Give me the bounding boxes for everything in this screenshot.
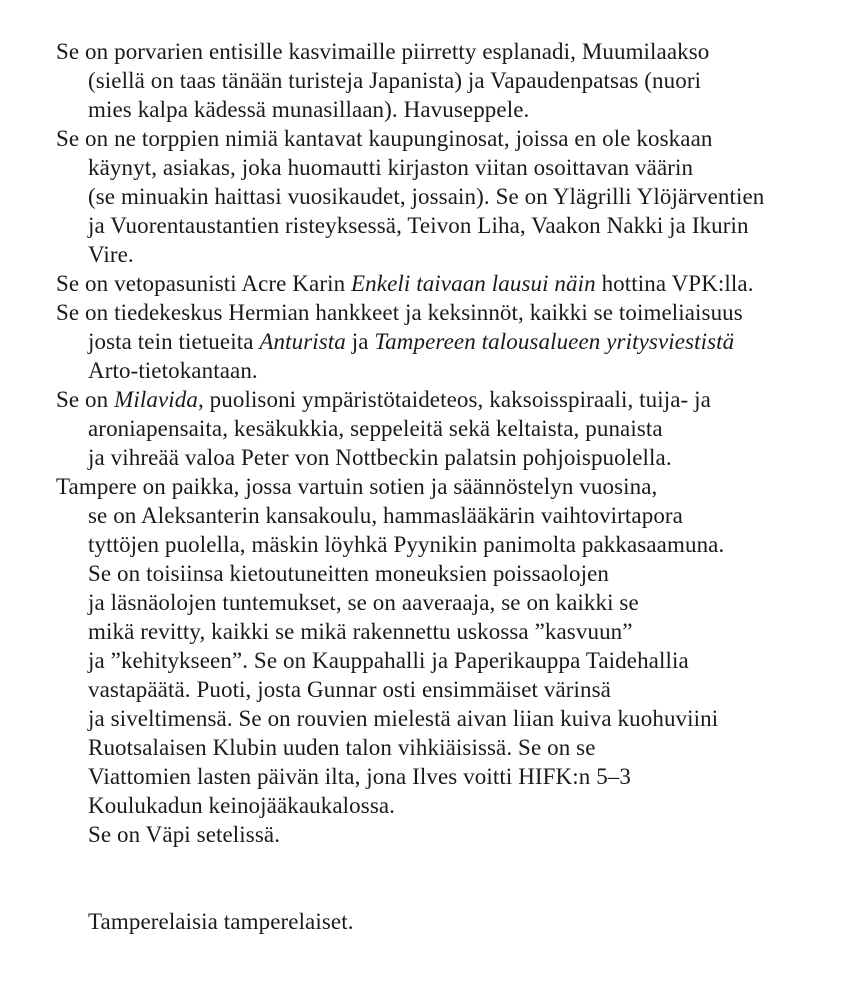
poem-segment-italic: Enkeli taivaan lausui näin [351, 271, 596, 296]
poem-line [0, 472, 862, 501]
poem-segment: Arto-tietokantaan. [88, 358, 258, 383]
poem-line [0, 37, 862, 66]
poem-segment: Se on vetopasunisti Acre Karin [56, 271, 352, 296]
poem-segment: käynyt, asiakas, joka huomautti kirjaston viitan osoittavan väärin [88, 155, 694, 180]
poem-segment: tyttöjen puolella, mäskin löyhkä Pyynikin panimolta pakkasaamuna. [88, 532, 725, 557]
poem-line [0, 762, 862, 791]
poem-segment: se on Aleksanterin kansakoulu, hammaslääkärin vaihtovirtapora [88, 503, 683, 528]
poem-line [0, 704, 862, 733]
poem-segment: Se on ne torppien nimiä kantavat kaupunginosat, joissa en ole koskaan [56, 126, 713, 151]
poem-segment: ja [345, 329, 375, 354]
poem-line [0, 588, 862, 617]
poem-line [0, 124, 862, 153]
poem-segment: Vire. [88, 242, 134, 267]
poem-segment: Se on tiedekeskus Hermian hankkeet ja keksinnöt, kaikki se toimeliaisuus [56, 300, 743, 325]
poem-segment: ja Vuorentaustantien risteyksessä, Teivon Liha, Vaakon Nakki ja Ikurin [88, 213, 749, 238]
poem-line [0, 95, 862, 124]
poem-segment: Se on Väpi setelissä. [88, 822, 281, 847]
poem-line [0, 327, 862, 356]
poem-line [0, 559, 862, 588]
poem-line [0, 385, 862, 414]
poem-line [0, 820, 862, 849]
poem-segment: Koulukadun keinojääkaukalossa. [88, 793, 396, 818]
poem-line [0, 414, 862, 443]
poem-segment: josta tein tietueita [88, 329, 260, 354]
poem-segment: ja vihreää valoa Peter von Nottbeckin palatsin pohjoispuolella. [88, 445, 672, 470]
poem-line [0, 211, 862, 240]
poem-line [0, 675, 862, 704]
poem-segment: Tamperelaisia tamperelaiset. [88, 909, 354, 934]
poem-segment: vastapäätä. Puoti, josta Gunnar osti ensimmäiset värinsä [88, 677, 611, 702]
poem-text [0, 37, 862, 936]
poem-segment: aroniapensaita, kesäkukkia, seppeleitä sekä keltaista, punaista [88, 416, 663, 441]
poem-segment: mikä revitty, kaikki se mikä rakennettu uskossa ”kasvuun” [88, 619, 633, 644]
poem-segment: hottina VPK:lla. [595, 271, 754, 296]
poem-line [0, 356, 862, 385]
poem-line [0, 646, 862, 675]
poem-line [0, 443, 862, 472]
poem-line [0, 733, 862, 762]
poem-segment: ja ”kehitykseen”. Se on Kauppahalli ja Paperikauppa Taidehallia [88, 648, 689, 673]
poem-line [0, 66, 862, 95]
poem-segment: ja siveltimensä. Se on rouvien mielestä aivan liian kuiva kuohuviini [88, 706, 719, 731]
poem-blank-line [0, 849, 862, 878]
poem-segment-italic: Milavida [114, 387, 198, 412]
poem-line [0, 182, 862, 211]
poem-line [0, 153, 862, 182]
poem-line [0, 501, 862, 530]
poem-segment: Tampere on paikka, jossa vartuin sotien ja säännöstelyn vuosina, [56, 474, 658, 499]
poem-segment-italic: Tampereen talousalueen yritysviestistä [374, 329, 735, 354]
poem-segment: Ruotsalaisen Klubin uuden talon vihkiäisissä. Se on se [88, 735, 596, 760]
poem-segment: Se on porvarien entisille kasvimaille piirretty esplanadi, Muumilaakso [56, 39, 710, 64]
poem-segment: Viattomien lasten päivän ilta, jona Ilves voitti HIFK:n 5–3 [88, 764, 632, 789]
poem-segment: (se minuakin haittasi vuosikaudet, jossain). Se on Ylägrilli Ylöjärventien [88, 184, 765, 209]
poem-blank-line [0, 878, 862, 907]
poem-line [0, 530, 862, 559]
poem-line [0, 907, 862, 936]
poem-segment: Se on [56, 387, 115, 412]
poem-line [0, 240, 862, 269]
poem-segment: mies kalpa kädessä munasillaan). Havuseppele. [88, 97, 530, 122]
poem-line [0, 617, 862, 646]
poem-line [0, 298, 862, 327]
poem-line [0, 791, 862, 820]
poem-segment: , puolisoni ympäristötaideteos, kaksoisspiraali, tuija- ja [197, 387, 711, 412]
poem-segment: (siellä on taas tänään turisteja Japanista) ja Vapaudenpatsas (nuori [88, 68, 702, 93]
poem-line [0, 269, 862, 298]
poem-segment: ja läsnäolojen tuntemukset, se on aaveraaja, se on kaikki se [88, 590, 639, 615]
poem-segment-italic: Anturista [259, 329, 346, 354]
poem-segment: Se on toisiinsa kietoutuneitten moneuksien poissaolojen [88, 561, 610, 586]
